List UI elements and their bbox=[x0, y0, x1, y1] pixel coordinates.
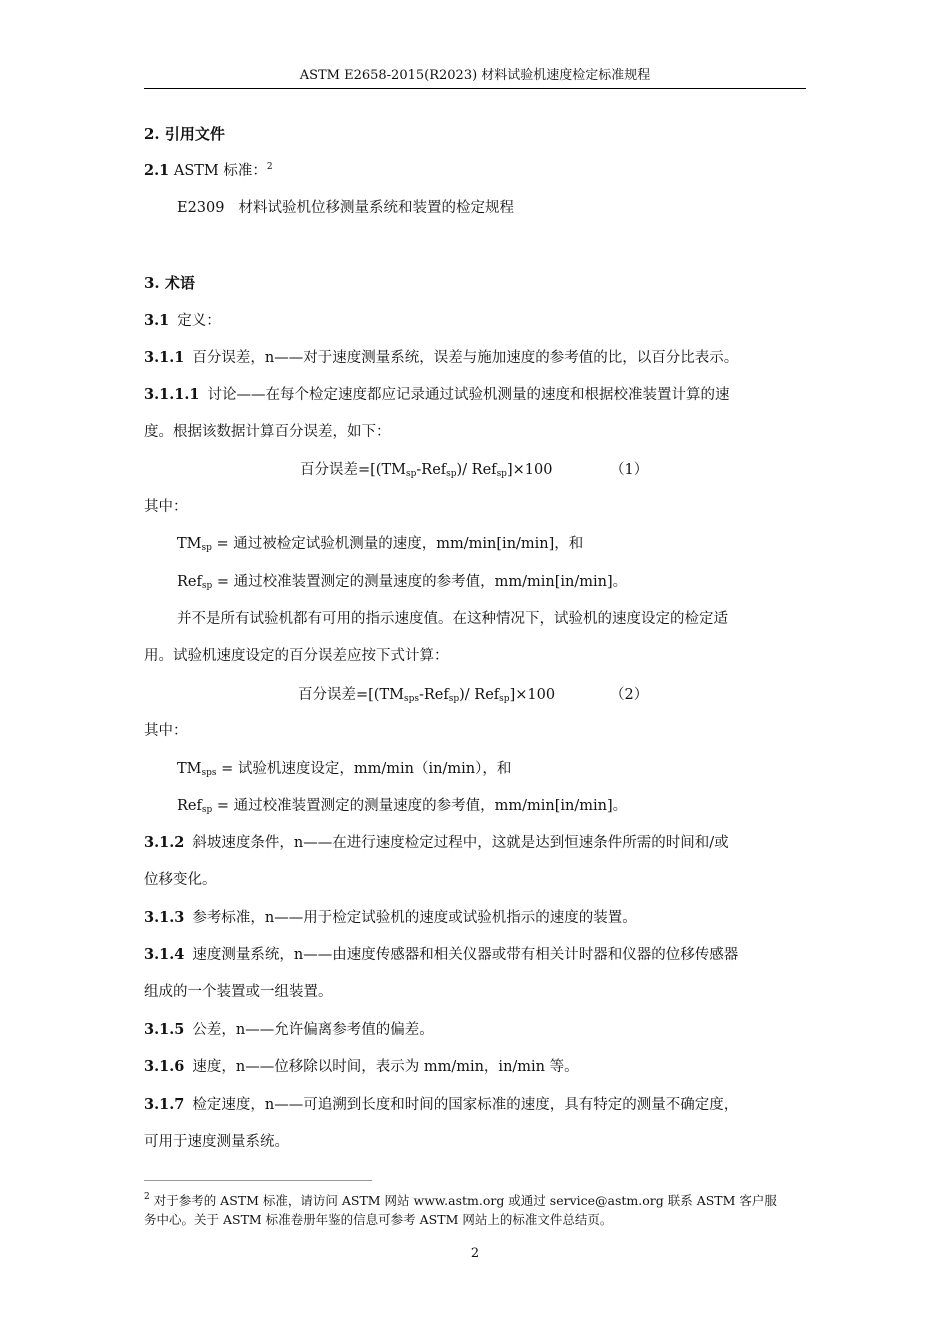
equation-2-number: （2） bbox=[610, 687, 649, 703]
clause-2-1 bbox=[144, 160, 273, 182]
clause-3-1-1 bbox=[144, 347, 738, 369]
footnote-line-2: 务中心。关于 ASTM 标准卷册年鉴的信息可参考 ASTM 网站上的标准文件总结页。 bbox=[144, 1212, 613, 1227]
equation-1: 百分误差$=[(TM_{sp}-Ref_{sp})/$ Ref$_{sp}$]×100 bbox=[300, 462, 553, 479]
footnote-ref: 2 bbox=[266, 162, 273, 172]
section-2-heading: 2. 引用文件 bbox=[144, 125, 225, 143]
clause-number: 3.1.3 bbox=[144, 909, 185, 926]
definition-ref-sp-2: Ref$_{sp}$ = 通过校准装置测定的测量速度的参考值，mm/min[in/min]。 bbox=[177, 798, 628, 815]
clause-3-1-2 bbox=[144, 832, 729, 854]
clause-3-1-2-cont: 位移变化。 bbox=[144, 872, 217, 888]
clause-3-1-1-1-cont: 度。根据该数据计算百分误差，如下： bbox=[144, 424, 391, 440]
clause-3-1-3 bbox=[144, 907, 637, 929]
clause-3-1-6 bbox=[144, 1056, 579, 1078]
standard-code: E2309 bbox=[177, 200, 225, 216]
clause-number: 3.1.2 bbox=[144, 834, 185, 851]
clause-text: 检定速度，n——可追溯到长度和时间的国家标准的速度，具有特定的测量不确定度， bbox=[192, 1097, 739, 1113]
where-label-2: 其中： bbox=[144, 723, 188, 739]
standard-title: 材料试验机位移测量系统和装置的检定规程 bbox=[238, 200, 514, 216]
clause-text: 定义： bbox=[177, 313, 221, 329]
definition-tm-sps: $TM_{sps}$ = 试验机速度设定，mm/min（in/min），和 bbox=[177, 761, 512, 778]
equation-1-number: （1） bbox=[610, 462, 649, 478]
clause-3-1-4-cont: 组成的一个装置或一组装置。 bbox=[144, 984, 333, 1000]
page-number: 2 bbox=[470, 1246, 480, 1261]
paragraph-line-2: 用。试验机速度设定的百分误差应按下式计算： bbox=[144, 648, 449, 664]
clause-text: 速度，n——位移除以时间，表示为 mm/min，in/min 等。 bbox=[192, 1059, 579, 1075]
footnote-mark: 2 bbox=[144, 1192, 150, 1202]
clause-text: 斜坡速度条件，n——在进行速度检定过程中，这就是达到恒速条件所需的时间和/或 bbox=[192, 835, 729, 851]
clause-number: 2.1 bbox=[144, 162, 170, 179]
clause-number: 3.1.7 bbox=[144, 1096, 185, 1113]
clause-text: 速度测量系统，n——由速度传感器和相关仪器或带有相关计时器和仪器的位移传感器 bbox=[192, 947, 739, 963]
clause-number: 3.1 bbox=[144, 312, 170, 329]
clause-text: 百分误差，n——对于速度测量系统，误差与施加速度的参考值的比，以百分比表示。 bbox=[192, 350, 739, 366]
running-header: ASTM E2658-2015(R2023) 材料试验机速度检定标准规程 bbox=[299, 68, 651, 83]
clause-3-1-7 bbox=[144, 1094, 738, 1116]
clause-text: 参考标准，n——用于检定试验机的速度或试验机指示的速度的装置。 bbox=[192, 910, 637, 926]
clause-text: 公差，n——允许偏离参考值的偏差。 bbox=[192, 1022, 434, 1038]
section-3-heading: 3. 术语 bbox=[144, 274, 195, 292]
clause-3-1-7-cont: 可用于速度测量系统。 bbox=[144, 1134, 289, 1150]
where-label-1: 其中： bbox=[144, 499, 188, 515]
clause-number: 3.1.6 bbox=[144, 1058, 185, 1075]
footnote-rule bbox=[144, 1180, 372, 1181]
clause-text: ASTM 标准： bbox=[169, 163, 267, 179]
clause-number: 3.1.5 bbox=[144, 1021, 185, 1038]
definition-ref-sp: Ref$_{sp}$ = 通过校准装置测定的测量速度的参考值，mm/min[in/min]。 bbox=[177, 574, 628, 591]
clause-3-1-4 bbox=[144, 944, 738, 966]
clause-3-1 bbox=[144, 310, 221, 332]
footnote-line-1: $^2$ 对于参考的 ASTM 标准，请访问 ASTM 网站 www.astm.org 或通过 service@astm.org 联系 ASTM 客户服 bbox=[144, 1192, 777, 1208]
clause-text: 讨论——在每个检定速度都应记录通过试验机测量的速度和根据校准装置计算的速 bbox=[207, 387, 730, 403]
clause-number: 3.1.1.1 bbox=[144, 386, 200, 403]
clause-3-1-5 bbox=[144, 1019, 434, 1041]
clause-number: 3.1.1 bbox=[144, 349, 185, 366]
referenced-standard-e2309 bbox=[177, 197, 514, 219]
header-rule bbox=[144, 88, 806, 89]
clause-number: 3.1.4 bbox=[144, 946, 185, 963]
paragraph-line-1: 并不是所有试验机都有可用的指示速度值。在这种情况下，试验机的速度设定的检定适 bbox=[177, 611, 728, 627]
clause-3-1-1-1 bbox=[144, 384, 730, 406]
equation-2: 百分误差$=[(TM_{sps}-Ref_{sp})/$ Ref$_{sp}$]×100 bbox=[298, 687, 556, 704]
definition-tm-sp: $TM_{sp}$ = 通过被检定试验机测量的速度，mm/min[in/min]，和 bbox=[177, 536, 584, 553]
